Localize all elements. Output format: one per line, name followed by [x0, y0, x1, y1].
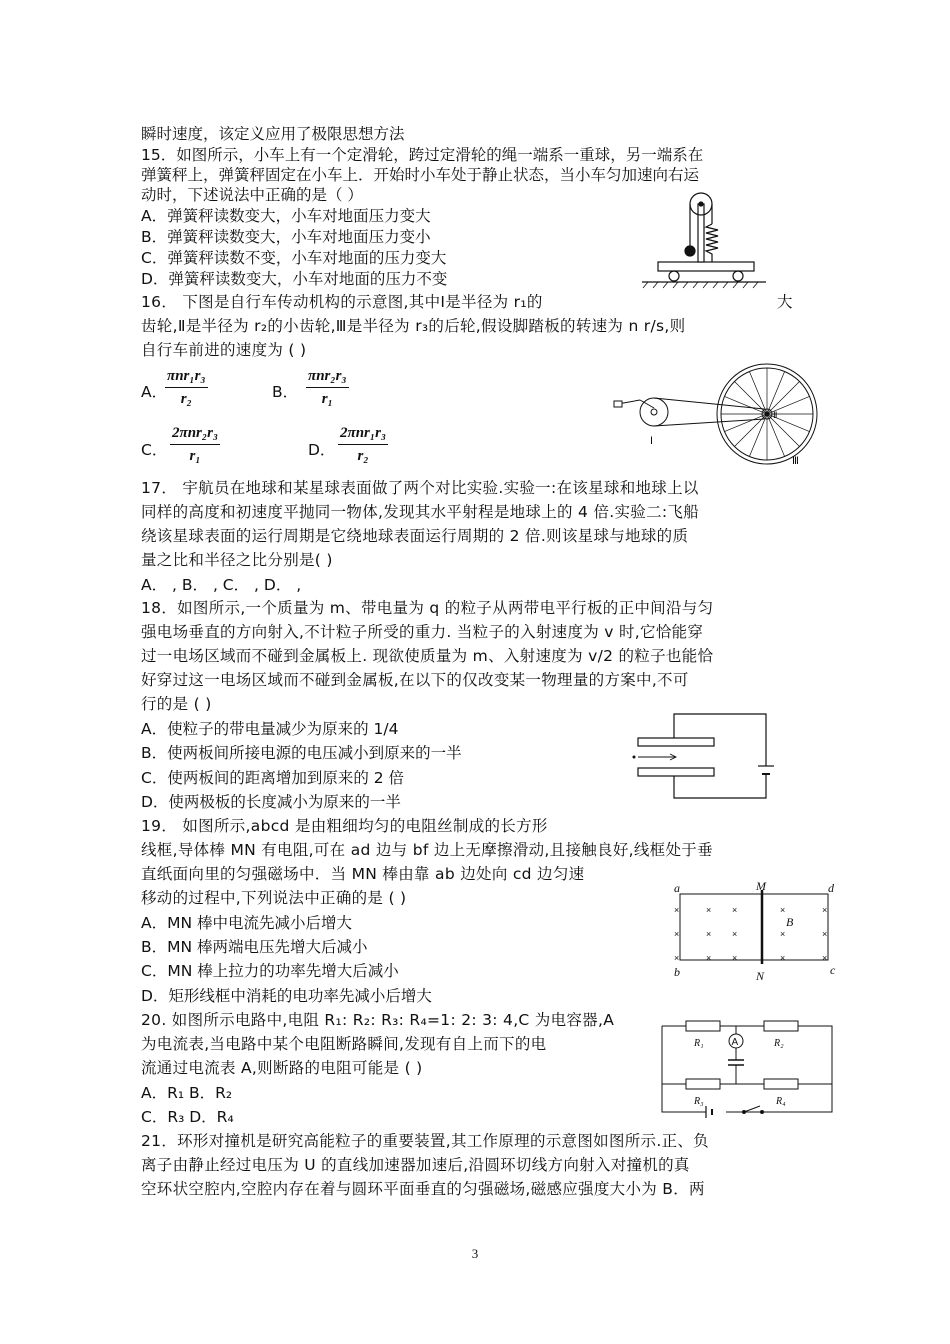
q16-option-b-label: B．	[272, 383, 299, 401]
svg-text:×: ×	[780, 929, 786, 939]
denominator: r₂	[180, 391, 192, 407]
question-16-stem: 齿轮,Ⅱ是半径为 r₂的小齿轮,Ⅲ是半径为 r₃的后轮,假设脚踏板的转速为 n r/s,则	[141, 317, 686, 335]
denominator: r₂	[357, 448, 369, 464]
q18-option-c: C．使两板间的距离增加到原来的 2 倍	[141, 769, 405, 787]
question-15-stem: 15．如图所示，小车上有一个定滑轮，跨过定滑轮的绳一端系一重球，另一端系在	[141, 146, 704, 164]
question-17-stem: 量之比和半径之比分别是( )	[141, 551, 333, 569]
question-19-stem: 直纸面向里的匀强磁场中．当 MN 棒由靠 ab 边处向 cd 边匀速	[141, 865, 585, 883]
numerator: 2πnr₂r₃	[170, 425, 220, 445]
question-21-stem: 离子由静止经过电压为 U 的直线加速器加速后,沿圆环切线方向射入对撞机的真	[141, 1156, 690, 1174]
corner-b-label: b	[674, 965, 680, 979]
resistor-r3-label: R₃	[694, 1096, 704, 1107]
svg-text:×: ×	[732, 953, 738, 963]
cart-pulley-figure	[640, 188, 770, 298]
q16-option-d-label: D．	[308, 441, 336, 459]
corner-a-label: a	[674, 881, 680, 895]
page-number: 3	[471, 1246, 479, 1261]
q15-option-b: B．弹簧秤读数变大，小车对地面压力变小	[141, 228, 431, 246]
q18-option-b: B．使两板间所接电源的电压减小到原来的一半	[141, 744, 462, 762]
rod-n-label: N	[756, 969, 765, 983]
denominator: r₁	[321, 391, 333, 407]
numerator: πnr₂r₃	[306, 368, 349, 388]
q19-option-a: A．MN 棒中电流先减小后增大	[141, 914, 352, 932]
q18-option-d: D．使两极板的长度减小为原来的一半	[141, 793, 401, 811]
parallel-plate-figure	[630, 706, 780, 806]
resistor-r1-label: R₁	[694, 1038, 704, 1049]
question-17-stem: 绕该星球表面的运行周期是它绕地球表面运行周期的 2 倍.则该星球与地球的质	[141, 527, 689, 545]
question-20-stem: 20. 如图所示电路中,电阻 R₁: R₂: R₃: R₄=1: 2: 3: 4,C 为电容器,A	[141, 1011, 615, 1029]
q16-option-c-fraction	[170, 425, 220, 465]
corner-d-label: d	[828, 881, 834, 895]
svg-text:×: ×	[674, 905, 680, 915]
svg-text:×: ×	[674, 929, 680, 939]
question-18-stem: 18．如图所示,一个质量为 m、带电量为 q 的粒子从两带电平行板的正中间沿与匀	[141, 599, 714, 617]
question-19-stem: 线框,导体棒 MN 有电阻,可在 ad 边与 bf 边上无摩擦滑动,且接触良好,线框处于垂	[141, 841, 713, 859]
field-b-label: B	[786, 915, 794, 929]
wheel-label: Ⅲ	[792, 456, 799, 467]
resistor-r4-label: R₄	[776, 1096, 786, 1107]
svg-text:×: ×	[706, 953, 712, 963]
svg-text:×: ×	[706, 929, 712, 939]
question-19-stem: 移动的过程中,下列说法中正确的是 ( )	[141, 889, 407, 907]
question-21-stem: 21．环形对撞机是研究高能粒子的重要装置,其工作原理的示意图如图所示.正、负	[141, 1132, 709, 1150]
question-17-stem: 17． 宇航员在地球和某星球表面做了两个对比实验.实验一:在该星球和地球上以	[141, 479, 699, 497]
svg-text:×: ×	[780, 905, 786, 915]
svg-text:×: ×	[732, 905, 738, 915]
q15-option-a: A．弹簧秤读数变大，小车对地面压力变大	[141, 207, 431, 225]
q19-option-c: C．MN 棒上拉力的功率先增大后减小	[141, 962, 399, 980]
question-19-stem: 19． 如图所示,abcd 是由粗细均匀的电阻丝制成的长方形	[141, 817, 548, 835]
svg-text:×: ×	[732, 929, 738, 939]
q18-option-a: A．使粒子的带电量减少为原来的 1/4	[141, 720, 399, 738]
question-18-stem: 行的是 ( )	[141, 695, 212, 713]
gear-small-label: Ⅱ	[773, 410, 778, 420]
q16-option-d-fraction	[338, 425, 388, 465]
q20-options-cd: C．R₃ D．R₄	[141, 1108, 234, 1126]
ammeter-label: A	[731, 1037, 739, 1048]
gear-big-label: Ⅰ	[650, 436, 653, 447]
magnetic-field-frame-figure	[670, 880, 840, 990]
svg-text:×: ×	[822, 905, 828, 915]
svg-text:×: ×	[822, 953, 828, 963]
question-21-stem: 空环状空腔内,空腔内存在着与圆环平面垂直的匀强磁场,磁感应强度大小为 B．两	[141, 1180, 705, 1198]
question-16-stem-end: 大	[777, 293, 793, 311]
q19-option-b: B．MN 棒两端电压先增大后减小	[141, 938, 368, 956]
svg-text:×: ×	[674, 953, 680, 963]
field-cross-marks	[674, 905, 827, 963]
question-15-stem: 动时，下述说法中正确的是（ ）	[141, 186, 363, 204]
circuit-figure	[656, 1014, 840, 1120]
q15-option-c: C．弹簧秤读数不变，小车对地面的压力变大	[141, 249, 447, 267]
numerator: 2πnr₁r₃	[338, 425, 388, 445]
question-18-stem: 过一电场区域而不碰到金属板上. 现欲使质量为 m、入射速度为 v/2 的粒子也能恰	[141, 647, 714, 665]
q17-options: A． , B． , C． , D． ,	[141, 576, 302, 594]
question-20-stem: 流通过电流表 A,则断路的电阻可能是 ( )	[141, 1059, 423, 1077]
resistor-r2-label: R₂	[774, 1038, 784, 1049]
question-16-stem: 自行车前进的速度为 ( )	[141, 341, 307, 359]
q16-option-a-label: A．	[141, 383, 168, 401]
question-18-stem: 强电场垂直的方向射入,不计粒子所受的重力. 当粒子的入射速度为 v 时,它恰能穿	[141, 623, 704, 641]
q16-option-b-fraction	[306, 368, 349, 408]
svg-text:×: ×	[706, 905, 712, 915]
question-20-stem: 为电流表,当电路中某个电阻断路瞬间,发现有自上而下的电	[141, 1035, 547, 1053]
question-18-stem: 好穿过这一电场区域而不碰到金属板,在以下的仅改变某一物理量的方案中,不可	[141, 671, 689, 689]
rod-m-label: M	[756, 879, 766, 893]
numerator: πnr₁r₃	[165, 368, 208, 388]
denominator: r₁	[189, 448, 201, 464]
q19-option-d: D．矩形线框中消耗的电功率先减小后增大	[141, 987, 432, 1005]
text-line: 瞬时速度，该定义应用了极限思想方法	[141, 125, 405, 143]
q15-option-d: D．弹簧秤读数变大，小车对地面的压力不变	[141, 270, 448, 288]
question-15-stem: 弹簧秤上，弹簧秤固定在小车上．开始时小车处于静止状态，当小车匀加速向右运	[141, 166, 700, 184]
svg-text:×: ×	[822, 929, 828, 939]
question-17-stem: 同样的高度和初速度平抛同一物体,发现其水平射程是地球上的 4 倍.实验二:飞船	[141, 503, 699, 521]
q16-option-a-fraction	[165, 368, 208, 408]
q16-option-c-label: C．	[141, 441, 168, 459]
corner-c-label: c	[830, 963, 836, 977]
question-16-stem: 16． 下图是自行车传动机构的示意图,其中Ⅰ是半径为 r₁的	[141, 293, 543, 311]
svg-text:×: ×	[780, 953, 786, 963]
bicycle-gear-figure	[612, 340, 832, 470]
q20-options-ab: A．R₁ B．R₂	[141, 1084, 233, 1102]
